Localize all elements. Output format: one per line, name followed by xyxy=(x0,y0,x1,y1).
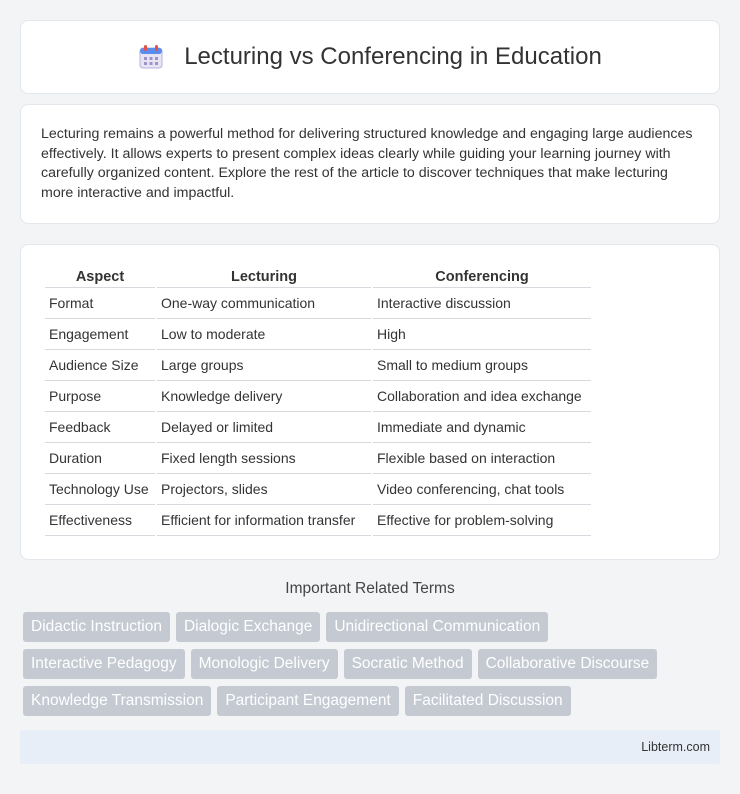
cell-lecturing: Delayed or limited xyxy=(157,412,371,443)
comparison-table xyxy=(43,265,593,536)
title-wrap xyxy=(138,43,602,71)
table-card xyxy=(20,244,720,560)
header-aspect: Aspect xyxy=(45,265,155,288)
cell-lecturing: Projectors, slides xyxy=(157,474,371,505)
intro-text: Lecturing remains a powerful method for delivering structured knowledge and engaging large audiences effectively. It allows experts to present complex ideas clearly while guiding your learning journey with carefully organized content. Explore the rest of the article to discover techniques that make lecturing more interactive and impactful. xyxy=(41,126,693,201)
tag-interactive-pedagogy[interactable]: Interactive Pedagogy xyxy=(23,649,185,679)
cell-conferencing: Effective for problem-solving xyxy=(373,505,591,536)
cell-conferencing: Video conferencing, chat tools xyxy=(373,474,591,505)
tag-row xyxy=(23,686,723,716)
tag-didactic-instruction[interactable]: Didactic Instruction xyxy=(23,612,170,642)
tag-row xyxy=(23,649,723,679)
tag-row xyxy=(23,612,723,642)
cell-conferencing: Small to medium groups xyxy=(373,350,591,381)
tag-facilitated-discussion[interactable]: Facilitated Discussion xyxy=(405,686,571,716)
tag-monologic-delivery[interactable]: Monologic Delivery xyxy=(191,649,338,679)
cell-aspect: Feedback xyxy=(45,412,155,443)
table-row xyxy=(45,288,591,319)
footer xyxy=(20,730,720,764)
table-row xyxy=(45,381,591,412)
table-row xyxy=(45,319,591,350)
tag-collaborative-discourse[interactable]: Collaborative Discourse xyxy=(478,649,658,679)
intro-card xyxy=(20,104,720,224)
cell-conferencing: Immediate and dynamic xyxy=(373,412,591,443)
header-card xyxy=(20,20,720,94)
table-row xyxy=(45,443,591,474)
table-header-row xyxy=(45,265,591,288)
tag-participant-engagement[interactable]: Participant Engagement xyxy=(217,686,398,716)
cell-conferencing: High xyxy=(373,319,591,350)
header-conferencing: Conferencing xyxy=(373,265,591,288)
cell-lecturing: Knowledge delivery xyxy=(157,381,371,412)
table-row xyxy=(45,474,591,505)
cell-lecturing: Fixed length sessions xyxy=(157,443,371,474)
cell-lecturing: Low to moderate xyxy=(157,319,371,350)
cell-lecturing: Efficient for information transfer xyxy=(157,505,371,536)
cell-aspect: Technology Use xyxy=(45,474,155,505)
related-terms-title: Important Related Terms xyxy=(285,580,455,597)
cell-conferencing: Collaboration and idea exchange xyxy=(373,381,591,412)
page-title: Lecturing vs Conferencing in Education xyxy=(184,43,602,70)
cell-conferencing: Flexible based on interaction xyxy=(373,443,591,474)
cell-aspect: Effectiveness xyxy=(45,505,155,536)
footer-site-link[interactable]: Libterm.com xyxy=(641,740,710,754)
related-terms-list xyxy=(23,612,723,723)
tag-dialogic-exchange[interactable]: Dialogic Exchange xyxy=(176,612,320,642)
header-lecturing: Lecturing xyxy=(157,265,371,288)
tag-unidirectional-communication[interactable]: Unidirectional Communication xyxy=(326,612,548,642)
cell-aspect: Audience Size xyxy=(45,350,155,381)
cell-aspect: Duration xyxy=(45,443,155,474)
cell-lecturing: Large groups xyxy=(157,350,371,381)
cell-lecturing: One-way communication xyxy=(157,288,371,319)
cell-aspect: Purpose xyxy=(45,381,155,412)
table-row xyxy=(45,505,591,536)
cell-aspect: Format xyxy=(45,288,155,319)
table-row xyxy=(45,350,591,381)
cell-aspect: Engagement xyxy=(45,319,155,350)
calendar-icon xyxy=(138,44,164,70)
tag-knowledge-transmission[interactable]: Knowledge Transmission xyxy=(23,686,211,716)
tag-socratic-method[interactable]: Socratic Method xyxy=(344,649,472,679)
table-row xyxy=(45,412,591,443)
cell-conferencing: Interactive discussion xyxy=(373,288,591,319)
